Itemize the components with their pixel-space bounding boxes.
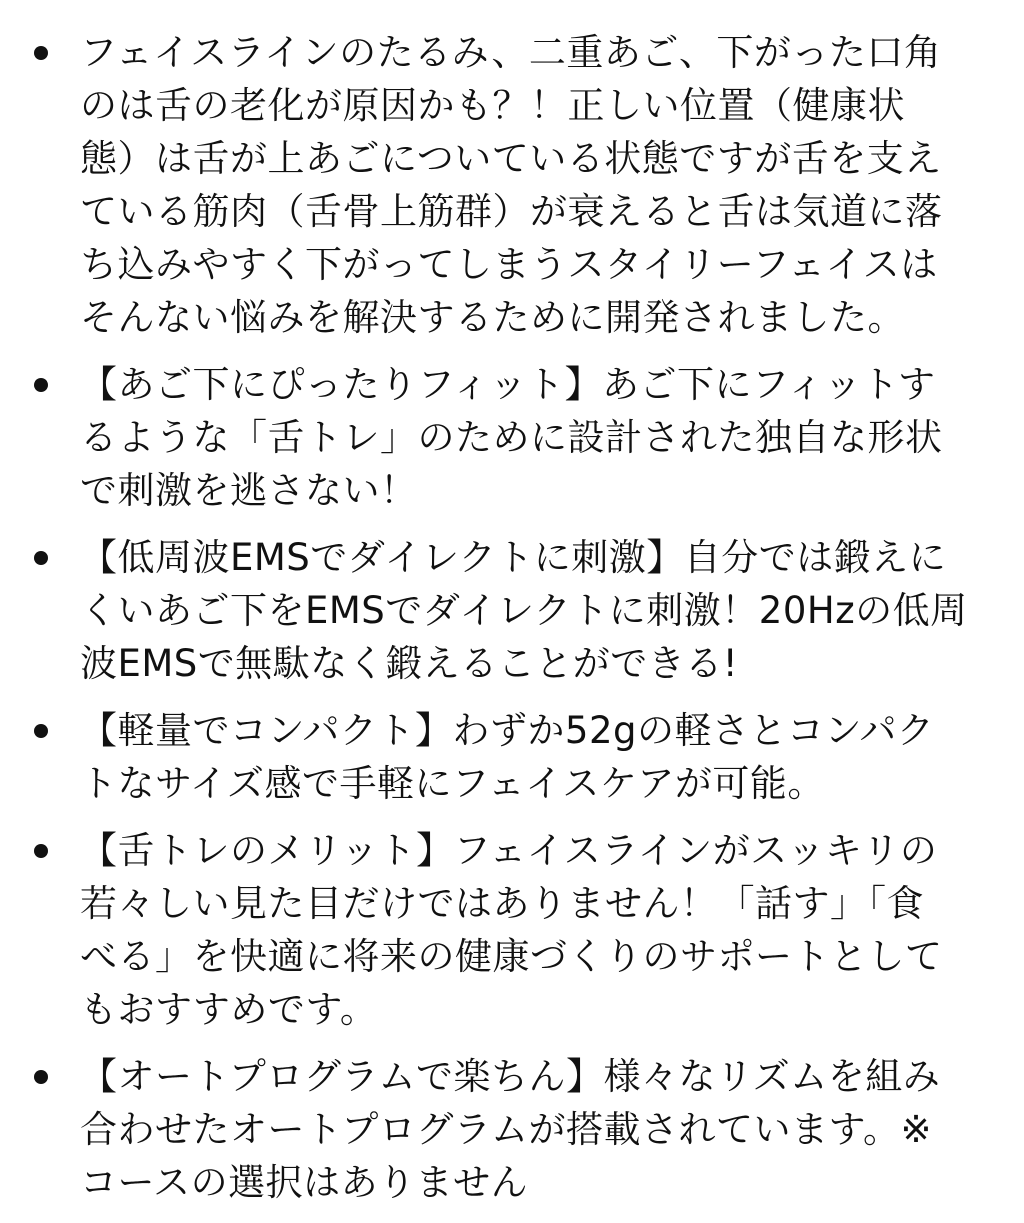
bullet-icon (34, 1070, 48, 1084)
bullet-icon (34, 551, 48, 565)
list-item (0, 531, 1024, 690)
list-item-text: 【舌トレのメリット】フェイスラインがスッキリの 若々しい見た目だけではありません！「話す」「食 べる」を快適に将来の健康づくりのサポートとして もおすすめです。 (80, 829, 943, 1031)
list-item-text: 【軽量でコンパクト】わずか52gの軽さとコンパク トなサイズ感で手軽にフェイスケアが可能。 (80, 709, 935, 805)
bullet-icon (34, 378, 48, 392)
bullet-icon (34, 844, 48, 858)
bullet-icon (34, 46, 48, 60)
list-item (0, 1050, 1024, 1209)
list-item (0, 26, 1024, 344)
list-item (0, 358, 1024, 517)
list-item-text: 【オートプログラムで楽ちん】様々なリズムを組み 合わせたオートプログラムが搭載されています。※ コースの選択はありません (80, 1055, 941, 1204)
list-item-text: 【あご下にぴったりフィット】あご下にフィットす るような「舌トレ」のために設計された独自な形状 で刺激を逃さない！ (80, 363, 943, 512)
list-item-text: 【低周波EMSでダイレクトに刺激】自分では鍛えに くいあご下をEMSでダイレクトに刺激！20Hzの低周 波EMSで無駄なく鍛えることができる! (80, 536, 968, 685)
bullet-icon (34, 724, 48, 738)
list-item (0, 824, 1024, 1036)
list-item (0, 704, 1024, 810)
list-item-text: フェイスラインのたるみ、二重あご、下がった口角 のは舌の老化が原因かも？！正しい位置（健康状 態）は舌が上あごについている状態ですが舌を支え ている筋肉（舌骨上筋群）が衰えると舌は気道に落 ち込みやすく下がってしまうスタイリーフェイスは そんない悩みを解決するために開発されました。 (80, 31, 943, 339)
feature-bullet-list (0, 26, 1024, 1223)
